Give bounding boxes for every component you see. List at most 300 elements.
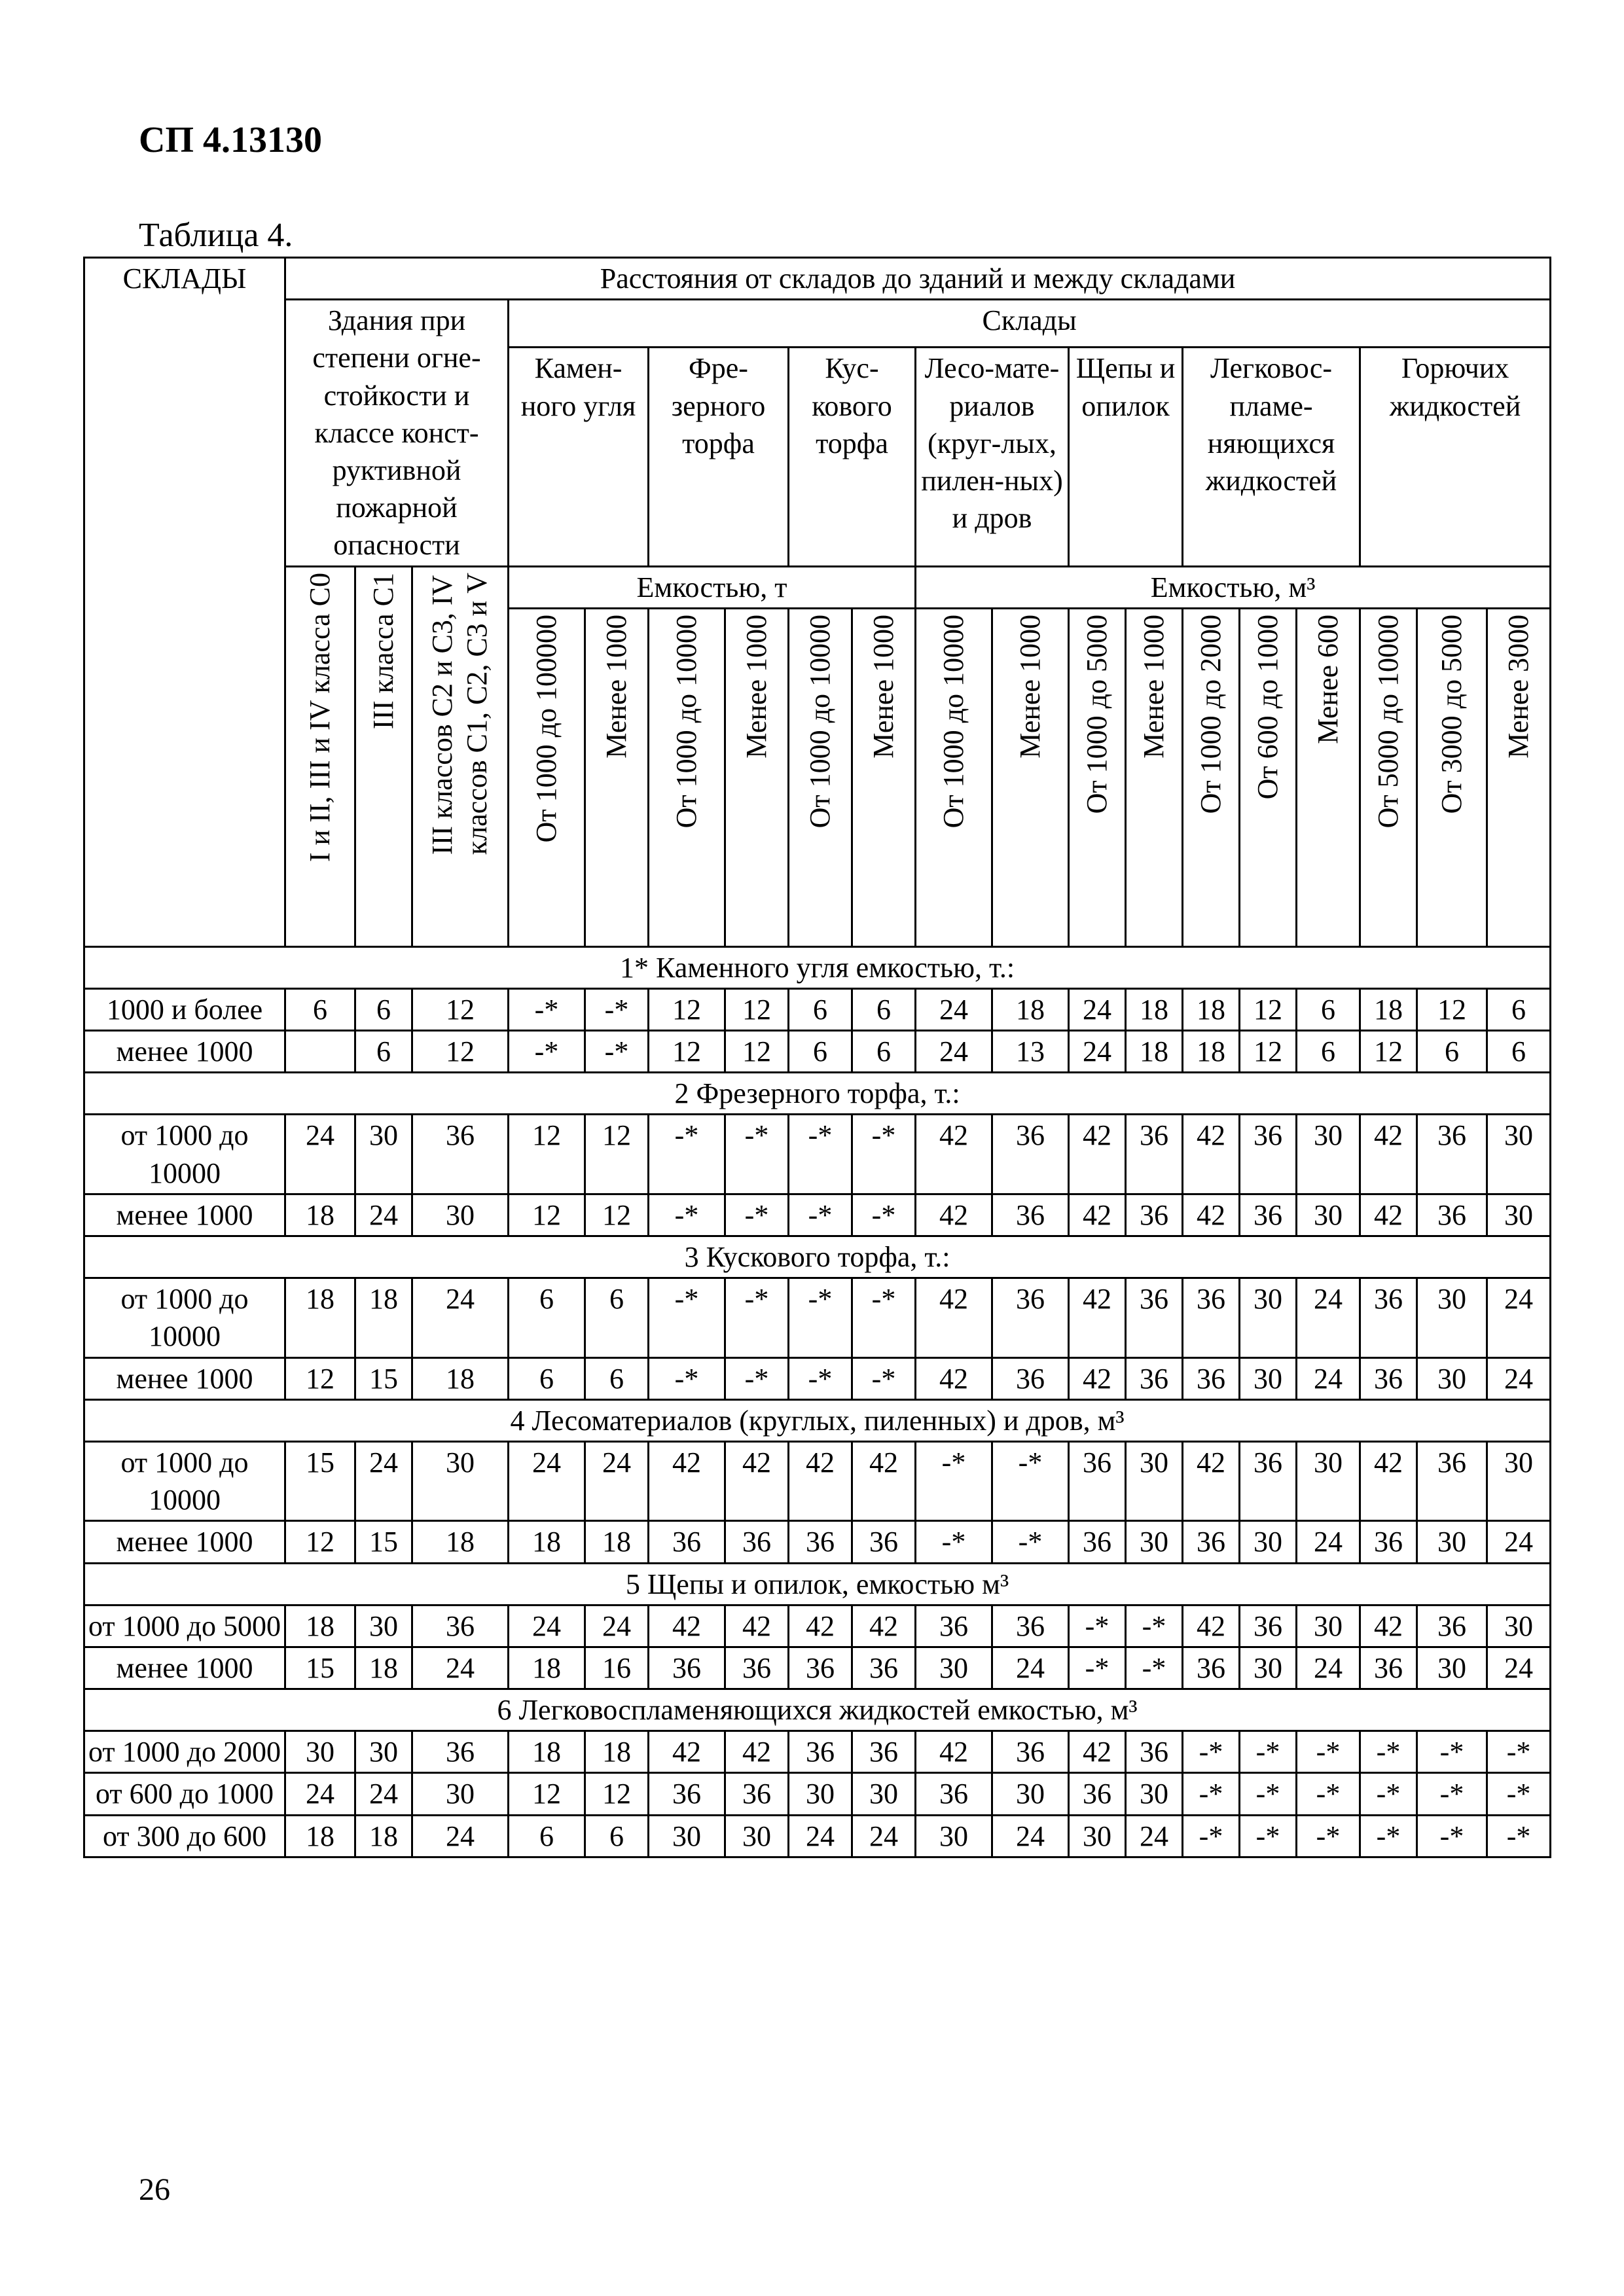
table-cell: 42 [725, 1441, 789, 1520]
table-cell: -* [1487, 1773, 1551, 1815]
table-cell: 36 [916, 1605, 992, 1647]
capacity-column-header: Менее 1000 [992, 608, 1069, 946]
table-cell: 24 [355, 1441, 412, 1520]
capacity-column-header: От 1000 до 10000 [789, 608, 852, 946]
table-cell: 36 [649, 1521, 725, 1563]
table-cell: 18 [1183, 1031, 1240, 1073]
table-cell: 36 [992, 1194, 1069, 1236]
table-cell: 36 [725, 1773, 789, 1815]
table-cell: 18 [585, 1731, 649, 1773]
table-cell: 24 [789, 1815, 852, 1857]
table-cell: 42 [852, 1441, 916, 1520]
table-cell: 16 [585, 1647, 649, 1689]
table-cell: 24 [1297, 1357, 1360, 1399]
stub-header: СКЛАДЫ [84, 258, 285, 947]
capacity-m3-header: Емкостью, м³ [916, 566, 1551, 608]
table-cell: 18 [285, 1194, 355, 1236]
table-cell: 24 [1126, 1815, 1183, 1857]
table-cell: 42 [725, 1605, 789, 1647]
row-label: от 1000 до 10000 [84, 1115, 285, 1194]
table-cell: -* [1069, 1605, 1126, 1647]
table-cell: 42 [916, 1115, 992, 1194]
table-cell: 30 [789, 1773, 852, 1815]
table-cell: -* [649, 1278, 725, 1357]
table-cell: 6 [789, 1031, 852, 1073]
table-cell: 18 [509, 1647, 585, 1689]
table-cell: 36 [992, 1115, 1069, 1194]
table-cell: 18 [285, 1605, 355, 1647]
table-cell: -* [789, 1278, 852, 1357]
section-row [84, 1236, 1551, 1278]
table-cell: 24 [916, 988, 992, 1030]
table-cell: 24 [1069, 1031, 1126, 1073]
table-cell: 42 [1183, 1605, 1240, 1647]
table-cell: 42 [789, 1605, 852, 1647]
table-row [84, 1357, 1551, 1399]
table-cell: 24 [355, 1194, 412, 1236]
table-cell: 30 [285, 1731, 355, 1773]
table-row [84, 1731, 1551, 1773]
table-cell: 30 [1240, 1647, 1297, 1689]
table-cell: 6 [509, 1815, 585, 1857]
table-cell: 6 [355, 988, 412, 1030]
table-cell: 36 [1126, 1194, 1183, 1236]
capacity-column-header: От 5000 до 10000 [1360, 608, 1417, 946]
table-cell: 6 [285, 988, 355, 1030]
table-cell: 42 [916, 1278, 992, 1357]
table-cell: 42 [1069, 1115, 1126, 1194]
table-cell: 30 [1417, 1647, 1487, 1689]
table-cell: 30 [1297, 1605, 1360, 1647]
table-cell: 36 [789, 1731, 852, 1773]
table-cell: 30 [412, 1441, 509, 1520]
table-cell: 18 [355, 1647, 412, 1689]
table-cell: -* [1126, 1647, 1183, 1689]
table-cell: 12 [585, 1194, 649, 1236]
table-cell: 42 [1360, 1441, 1417, 1520]
distance-table [83, 257, 1551, 1858]
row-label: от 1000 до 5000 [84, 1605, 285, 1647]
col-header-fire-class-c2-c3: III классов С2 и С3, IV классов С1, С2, С3 и V [412, 566, 509, 946]
table-cell: 6 [585, 1357, 649, 1399]
table-cell: 6 [789, 988, 852, 1030]
table-cell: 30 [1297, 1441, 1360, 1520]
capacity-column-header: Менее 1000 [725, 608, 789, 946]
table-cell: 18 [509, 1521, 585, 1563]
table-cell: 36 [1183, 1357, 1240, 1399]
table-cell: 42 [1183, 1194, 1240, 1236]
table-cell: 36 [412, 1731, 509, 1773]
table-cell: 36 [789, 1647, 852, 1689]
table-cell: -* [1297, 1731, 1360, 1773]
table-cell: 30 [1487, 1441, 1551, 1520]
table-cell: 36 [649, 1773, 725, 1815]
capacity-column-header: От 1000 до 10000 [649, 608, 725, 946]
table-cell: 18 [1126, 988, 1183, 1030]
table-row [84, 1521, 1551, 1563]
section-row [84, 1563, 1551, 1605]
table-cell: 30 [1240, 1278, 1297, 1357]
table-cell: 30 [1240, 1521, 1297, 1563]
section-title: 2 Фрезерного торфа, т.: [84, 1073, 1551, 1115]
row-label: 1000 и более [84, 988, 285, 1030]
table-cell: 24 [585, 1605, 649, 1647]
table-cell: 30 [1297, 1115, 1360, 1194]
table-cell: -* [585, 988, 649, 1030]
group-header: Щепы и опилок [1069, 348, 1183, 566]
table-cell: 6 [852, 1031, 916, 1073]
table-cell: -* [649, 1194, 725, 1236]
table-cell: -* [1360, 1731, 1417, 1773]
row-label: менее 1000 [84, 1194, 285, 1236]
table-cell: 18 [1126, 1031, 1183, 1073]
document-code: СП 4.13130 [139, 120, 322, 160]
table-cell: 24 [585, 1441, 649, 1520]
table-cell: 30 [1297, 1194, 1360, 1236]
table-cell: 30 [355, 1115, 412, 1194]
table-cell: 36 [725, 1521, 789, 1563]
table-cell: 13 [992, 1031, 1069, 1073]
table-cell: 42 [1069, 1731, 1126, 1773]
table-cell: 12 [1240, 988, 1297, 1030]
table-cell: 12 [509, 1115, 585, 1194]
table-cell: 18 [412, 1521, 509, 1563]
table-cell: 6 [509, 1278, 585, 1357]
section-row [84, 1399, 1551, 1441]
table-cell: 36 [1069, 1773, 1126, 1815]
table-cell: -* [1126, 1605, 1183, 1647]
table-cell: 6 [1297, 988, 1360, 1030]
table-cell: 30 [1126, 1441, 1183, 1520]
table-cell: -* [852, 1278, 916, 1357]
table-cell: 24 [1297, 1521, 1360, 1563]
table-cell: 24 [1297, 1647, 1360, 1689]
table-cell: 12 [412, 1031, 509, 1073]
table-cell: -* [992, 1441, 1069, 1520]
table-cell: 12 [649, 1031, 725, 1073]
table-row [84, 1278, 1551, 1357]
capacity-column-header: Менее 3000 [1487, 608, 1551, 946]
table-cell: 36 [1417, 1115, 1487, 1194]
section-title: 3 Кускового торфа, т.: [84, 1236, 1551, 1278]
table-cell: -* [916, 1441, 992, 1520]
table-cell: 36 [852, 1731, 916, 1773]
table-cell: 42 [1069, 1357, 1126, 1399]
table-row [84, 1441, 1551, 1520]
section-row [84, 1689, 1551, 1731]
table-cell: -* [1417, 1815, 1487, 1857]
group-header: Легковос-пламе-няющихся жидкостей [1183, 348, 1360, 566]
table-cell: 18 [285, 1278, 355, 1357]
table-cell: 12 [285, 1521, 355, 1563]
table-cell: 12 [1360, 1031, 1417, 1073]
table-cell: 36 [1360, 1521, 1417, 1563]
table-cell: -* [1240, 1731, 1297, 1773]
table-cell: 24 [509, 1441, 585, 1520]
table-cell: 30 [916, 1647, 992, 1689]
section-row [84, 946, 1551, 988]
table-cell: 36 [1183, 1521, 1240, 1563]
table-cell: 36 [916, 1773, 992, 1815]
table-cell: 24 [285, 1115, 355, 1194]
table-cell: 36 [1240, 1441, 1297, 1520]
table-cell: 6 [585, 1278, 649, 1357]
table-cell: -* [649, 1115, 725, 1194]
table-cell: 24 [1297, 1278, 1360, 1357]
table-row [84, 1194, 1551, 1236]
table-cell: -* [1183, 1731, 1240, 1773]
table-header [84, 258, 1551, 947]
table-cell: -* [649, 1357, 725, 1399]
table-cell: 18 [285, 1815, 355, 1857]
group-header: Камен-ного угля [509, 348, 649, 566]
table-cell: 42 [1360, 1194, 1417, 1236]
table-cell: 15 [285, 1441, 355, 1520]
table-cell: 36 [1360, 1357, 1417, 1399]
table-cell: 30 [1417, 1357, 1487, 1399]
table-cell: 36 [412, 1115, 509, 1194]
section-row [84, 1073, 1551, 1115]
table-cell: 42 [916, 1194, 992, 1236]
table-body [84, 946, 1551, 1857]
table-cell: 15 [285, 1647, 355, 1689]
table-cell: 30 [412, 1773, 509, 1815]
table-cell: 12 [585, 1773, 649, 1815]
table-cell: 30 [1487, 1115, 1551, 1194]
table-cell: 36 [1069, 1441, 1126, 1520]
table-cell: 6 [1297, 1031, 1360, 1073]
capacity-tonnes-header: Емкостью, т [509, 566, 916, 608]
table-cell: -* [725, 1115, 789, 1194]
table-cell: 36 [1183, 1278, 1240, 1357]
table-cell: 42 [1069, 1278, 1126, 1357]
buildings-header: Здания при степени огне-стойкости и классе конст-руктивной пожарной опасности [285, 300, 509, 566]
top-header: Расстояния от складов до зданий и между складами [285, 258, 1551, 300]
table-cell: 30 [1417, 1521, 1487, 1563]
table-cell: 24 [916, 1031, 992, 1073]
table-cell: -* [852, 1194, 916, 1236]
table-cell: 12 [585, 1115, 649, 1194]
table-cell: 42 [649, 1731, 725, 1773]
table-cell: 42 [1183, 1115, 1240, 1194]
group-header: Кус-кового торфа [789, 348, 916, 566]
row-label: от 1000 до 10000 [84, 1441, 285, 1520]
table-cell: 30 [1487, 1194, 1551, 1236]
section-title: 5 Щепы и опилок, емкостью м³ [84, 1563, 1551, 1605]
table-cell: 12 [412, 988, 509, 1030]
table-cell: -* [1069, 1647, 1126, 1689]
table-cell: 36 [1126, 1357, 1183, 1399]
table-cell [285, 1031, 355, 1073]
table-row [84, 1031, 1551, 1073]
table-cell: 30 [725, 1815, 789, 1857]
table-cell: 24 [1487, 1521, 1551, 1563]
table-cell: -* [1417, 1731, 1487, 1773]
table-cell: 6 [585, 1815, 649, 1857]
table-cell: -* [789, 1115, 852, 1194]
table-cell: 24 [412, 1647, 509, 1689]
table-cell: 36 [725, 1647, 789, 1689]
table-cell: 24 [1487, 1647, 1551, 1689]
table-cell: 30 [1126, 1521, 1183, 1563]
table-cell: 36 [1240, 1194, 1297, 1236]
row-label: менее 1000 [84, 1647, 285, 1689]
table-cell: 6 [1487, 1031, 1551, 1073]
table-cell: 18 [355, 1278, 412, 1357]
table-cell: 24 [1069, 988, 1126, 1030]
table-cell: 36 [992, 1605, 1069, 1647]
table-cell: 18 [412, 1357, 509, 1399]
table-cell: -* [1360, 1773, 1417, 1815]
table-cell: -* [1297, 1815, 1360, 1857]
table-cell: 36 [1069, 1521, 1126, 1563]
table-cell: -* [725, 1278, 789, 1357]
capacity-column-header: Менее 1000 [852, 608, 916, 946]
table-cell: 30 [649, 1815, 725, 1857]
table-cell: 6 [509, 1357, 585, 1399]
table-cell: 30 [1069, 1815, 1126, 1857]
row-label: менее 1000 [84, 1521, 285, 1563]
table-cell: 36 [852, 1521, 916, 1563]
table-cell: -* [789, 1194, 852, 1236]
row-label: от 1000 до 10000 [84, 1278, 285, 1357]
table-cell: -* [1183, 1773, 1240, 1815]
section-title: 6 Легковоспламеняющихся жидкостей емкостью, м³ [84, 1689, 1551, 1731]
table-cell: 30 [992, 1773, 1069, 1815]
table-cell: 18 [1360, 988, 1417, 1030]
table-cell: 6 [1487, 988, 1551, 1030]
table-cell: 15 [355, 1357, 412, 1399]
table-cell: 30 [1417, 1278, 1487, 1357]
table-cell: 42 [1360, 1605, 1417, 1647]
capacity-column-header: От 1000 до 5000 [1069, 608, 1126, 946]
table-cell: 24 [1487, 1278, 1551, 1357]
table-cell: 36 [1417, 1605, 1487, 1647]
table-row [84, 1815, 1551, 1857]
table-cell: 42 [649, 1605, 725, 1647]
table-cell: -* [725, 1194, 789, 1236]
group-header: Лесо-мате-риалов (круг-лых, пилен-ных) и дров [916, 348, 1069, 566]
table-cell: -* [992, 1521, 1069, 1563]
table-cell: 36 [992, 1357, 1069, 1399]
table-cell: -* [789, 1357, 852, 1399]
table-cell: 42 [916, 1731, 992, 1773]
table-cell: 12 [649, 988, 725, 1030]
table-cell: 12 [1417, 988, 1487, 1030]
table-cell: 42 [916, 1357, 992, 1399]
table-cell: 30 [1487, 1605, 1551, 1647]
warehouses-header: Склады [509, 300, 1551, 348]
table-cell: 6 [852, 988, 916, 1030]
table-cell: 12 [1240, 1031, 1297, 1073]
table-cell: -* [585, 1031, 649, 1073]
table-cell: 15 [355, 1521, 412, 1563]
capacity-column-header: От 1000 до 100000 [509, 608, 585, 946]
table-cell: 36 [1240, 1605, 1297, 1647]
col-header-fire-class-c0: I и II, III и IV класса С0 [285, 566, 355, 946]
table-cell: 42 [1360, 1115, 1417, 1194]
table-cell: -* [1487, 1815, 1551, 1857]
table-cell: 42 [649, 1441, 725, 1520]
table-cell: -* [852, 1115, 916, 1194]
table-cell: -* [852, 1357, 916, 1399]
table-cell: 36 [1126, 1115, 1183, 1194]
table-cell: 24 [285, 1773, 355, 1815]
table-cell: 30 [412, 1194, 509, 1236]
table-cell: -* [1417, 1773, 1487, 1815]
table-cell: 36 [789, 1521, 852, 1563]
table-cell: 36 [1126, 1731, 1183, 1773]
table-cell: 30 [355, 1731, 412, 1773]
capacity-column-header: Менее 1000 [585, 608, 649, 946]
group-header: Горючих жидкостей [1360, 348, 1551, 566]
table-cell: 36 [1360, 1647, 1417, 1689]
table-cell: -* [509, 988, 585, 1030]
table-cell: 18 [355, 1815, 412, 1857]
group-header: Фре-зерного торфа [649, 348, 789, 566]
table-caption: Таблица 4. [139, 217, 293, 254]
table-cell: 42 [789, 1441, 852, 1520]
table-cell: -* [1487, 1731, 1551, 1773]
row-label: от 1000 до 2000 [84, 1731, 285, 1773]
table-cell: 42 [725, 1731, 789, 1773]
table-cell: 36 [1417, 1441, 1487, 1520]
table-cell: 30 [355, 1605, 412, 1647]
table-cell: 24 [355, 1773, 412, 1815]
table-cell: -* [1297, 1773, 1360, 1815]
table-cell: 36 [852, 1647, 916, 1689]
table-cell: 36 [1240, 1115, 1297, 1194]
table-cell: 24 [412, 1815, 509, 1857]
table-cell: -* [725, 1357, 789, 1399]
table-cell: -* [1240, 1773, 1297, 1815]
table-cell: 18 [509, 1731, 585, 1773]
table-row [84, 1647, 1551, 1689]
table-cell: 36 [1183, 1647, 1240, 1689]
table-cell: -* [1183, 1815, 1240, 1857]
table-cell: -* [1240, 1815, 1297, 1857]
row-label: менее 1000 [84, 1357, 285, 1399]
capacity-column-header: От 3000 до 5000 [1417, 608, 1487, 946]
table-cell: 36 [649, 1647, 725, 1689]
page-number: 26 [139, 2172, 170, 2207]
capacity-column-header: От 1000 до 10000 [916, 608, 992, 946]
table-cell: 12 [725, 1031, 789, 1073]
table-cell: 42 [1069, 1194, 1126, 1236]
table-row [84, 988, 1551, 1030]
table-cell: 6 [355, 1031, 412, 1073]
table-cell: 24 [992, 1815, 1069, 1857]
table-cell: 42 [1183, 1441, 1240, 1520]
table-cell: 18 [1183, 988, 1240, 1030]
table-cell: 24 [1487, 1357, 1551, 1399]
table-cell: 36 [1126, 1278, 1183, 1357]
capacity-column-header: Менее 1000 [1126, 608, 1183, 946]
table-cell: 30 [852, 1773, 916, 1815]
table-cell: 42 [852, 1605, 916, 1647]
table-cell: 24 [412, 1278, 509, 1357]
table-cell: -* [1360, 1815, 1417, 1857]
table-cell: 36 [412, 1605, 509, 1647]
table-row [84, 1605, 1551, 1647]
table-cell: -* [509, 1031, 585, 1073]
table-cell: 24 [509, 1605, 585, 1647]
table-cell: 36 [1360, 1278, 1417, 1357]
table-cell: 30 [1240, 1357, 1297, 1399]
table-cell: 12 [509, 1773, 585, 1815]
capacity-column-header: От 1000 до 2000 [1183, 608, 1240, 946]
row-label: менее 1000 [84, 1031, 285, 1073]
